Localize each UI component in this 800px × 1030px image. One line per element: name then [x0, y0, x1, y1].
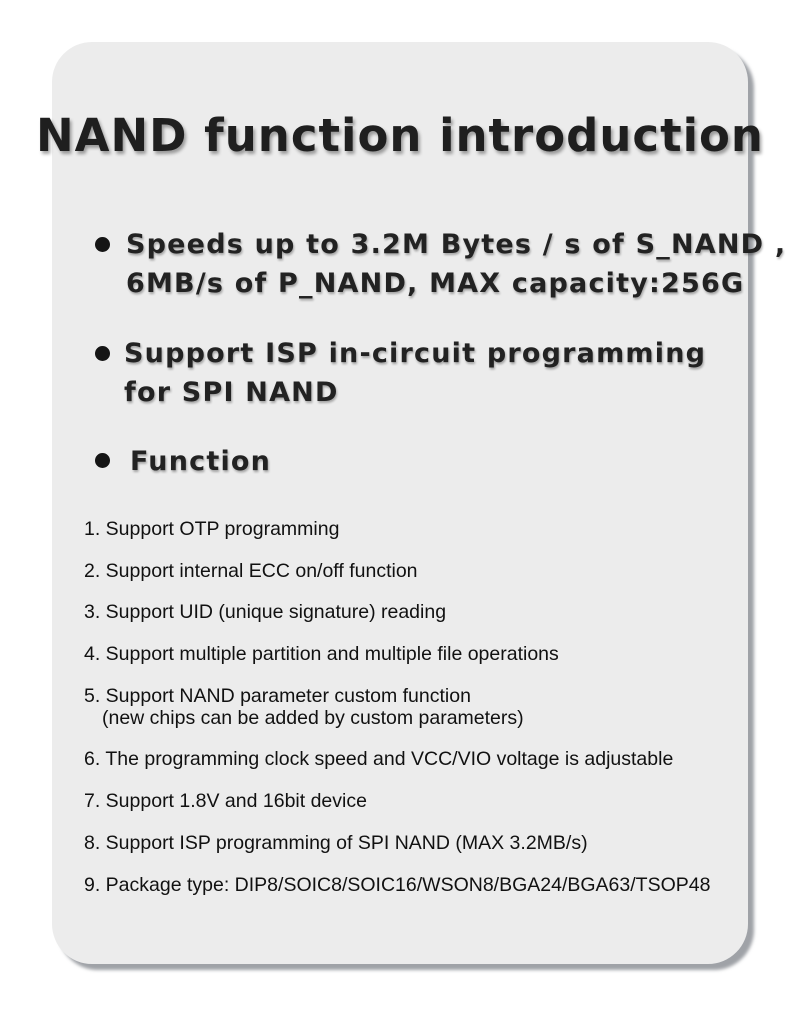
list-item: 3. Support UID (unique signature) reading — [84, 601, 447, 623]
list-item: 9. Package type: DIP8/SOIC8/SOIC16/WSON8/BGA24/BGA63/TSOP48 — [84, 874, 711, 896]
list-item-subtext: (new chips can be added by custom parameters) — [102, 707, 524, 729]
bullet-line: Support ISP in-circuit programming — [124, 338, 707, 369]
list-item: 2. Support internal ECC on/off function — [84, 560, 418, 582]
list-item: 7. Support 1.8V and 16bit device — [84, 790, 367, 812]
page-title: NAND function introduction — [36, 109, 764, 162]
bullet-line: 6MB/s of P_NAND, MAX capacity:256G — [126, 268, 745, 299]
bullet-line: for SPI NAND — [124, 377, 339, 408]
bullet-dot-icon — [95, 453, 110, 468]
list-item: 5. Support NAND parameter custom function (new chips can be added by custom parameters) — [84, 685, 524, 729]
bullet-line: Speeds up to 3.2M Bytes / s of S_NAND , — [126, 229, 787, 260]
list-item: 8. Support ISP programming of SPI NAND (MAX 3.2MB/s) — [84, 832, 588, 854]
list-item: 1. Support OTP programming — [84, 518, 340, 540]
list-item: 6. The programming clock speed and VCC/VIO voltage is adjustable — [84, 748, 674, 770]
bullet-dot-icon — [95, 237, 110, 252]
bullet-line: Function — [130, 446, 272, 477]
bullet-dot-icon — [95, 346, 110, 361]
info-card — [52, 42, 748, 964]
list-item: 4. Support multiple partition and multiple file operations — [84, 643, 559, 665]
